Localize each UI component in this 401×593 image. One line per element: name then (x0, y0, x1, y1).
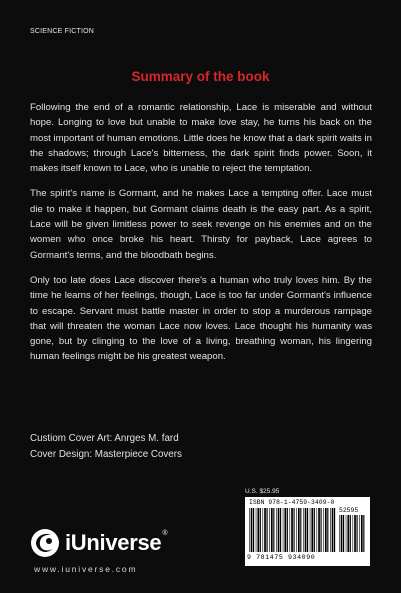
addon-digits: 52595 (339, 507, 359, 514)
barcode-bar (298, 508, 300, 552)
barcode (245, 497, 370, 566)
barcode-bar (251, 508, 253, 552)
barcode-bar (354, 515, 356, 552)
summary-paragraph-2: The spirit's name is Gormant, and he makes Lace a tempting offer. Lace must die to make it happen, but Gormant claims death is the easy part. As a spirit, Lace will be given limitless power to seek revenge on his enemies and on the women who once broke his heart. Thirsty for payback, Lace agrees to Gormant's terms, and the bloodbath begins. (30, 188, 372, 261)
barcode-bar (294, 508, 295, 552)
barcode-bar (283, 508, 284, 552)
barcode-bar (363, 515, 364, 552)
barcode-bar (280, 508, 281, 552)
barcode-bar (260, 508, 261, 552)
barcode-bar (256, 508, 257, 552)
barcode-bar (350, 515, 351, 552)
barcode-bar (305, 508, 307, 552)
barcode-bar (347, 515, 349, 552)
barcode-bar (327, 508, 328, 552)
barcode-bar (332, 508, 334, 552)
barcode-bar (318, 508, 320, 552)
barcode-bar (278, 508, 280, 552)
barcode-bar (257, 508, 259, 552)
barcode-block (245, 488, 370, 566)
barcode-bar (276, 508, 277, 552)
isbn-text: ISBN 978-1-4759-3409-0 (249, 499, 335, 506)
price-label: U.S. $25.95 (245, 488, 280, 495)
publisher-logo (30, 528, 167, 558)
barcode-bar (291, 508, 293, 552)
genre-label: SCIENCE FICTION (30, 28, 95, 35)
barcode-bar (271, 508, 273, 552)
barcode-bar (290, 508, 291, 552)
cover-art-credit: Custiom Cover Art: Anrges M. fard (30, 433, 179, 444)
barcode-bar (296, 508, 297, 552)
barcode-bar (267, 508, 268, 552)
barcode-bar (330, 508, 331, 552)
barcode-bar (264, 508, 266, 552)
barcode-bar (361, 515, 363, 552)
barcode-bar (310, 508, 311, 552)
credits (30, 431, 182, 463)
barcode-bar (287, 508, 288, 552)
summary-paragraph-1: Following the end of a romantic relationship, Lace is miserable and without hope. Longing to love but unable to make love stay, he turns his back on the most important of human emotions. Little does he know that a dark spirit waits in the shadows; through Lace's bitterness, the dark spirit finds power. Soon, it makes itself known to Lace, who is unable to reject the temptation. (30, 102, 372, 175)
barcode-bar (341, 515, 343, 552)
barcode-bar (359, 515, 360, 552)
barcode-bar (343, 515, 344, 552)
iuniverse-swirl-icon (30, 528, 60, 558)
barcode-bar (339, 515, 340, 552)
barcode-bar (249, 508, 250, 552)
book-summary (30, 100, 372, 375)
barcode-bar (357, 515, 358, 552)
barcode-bar (307, 508, 308, 552)
barcode-bar (284, 508, 286, 552)
barcode-bar (273, 508, 274, 552)
barcode-bar (334, 508, 335, 552)
barcode-bar (314, 508, 315, 552)
barcode-bar (317, 508, 318, 552)
barcode-bar (263, 508, 264, 552)
barcode-bar (353, 515, 354, 552)
barcode-bar (311, 508, 313, 552)
barcode-bar (300, 508, 301, 552)
barcode-bar (269, 508, 270, 552)
barcode-bar (325, 508, 327, 552)
publisher-website: www.iuniverse.com (34, 564, 138, 574)
barcode-bar (253, 508, 254, 552)
summary-title: Summary of the book (131, 69, 270, 84)
barcode-bar (323, 508, 324, 552)
addon-bars (339, 515, 366, 552)
barcode-bar (303, 508, 304, 552)
summary-paragraph-3: Only too late does Lace discover there's a human who truly loves him. By the time he learns of her feelings, though, Lace is too far under Gormant's influence to escape. Servant must battle master in order to stop a murderous rampage that will threaten the woman Lace now loves. Lace thought his humanity was gone, but by clinging to the love of a living, breathing woman, his lingering human feelings might be his greatest weapon. (30, 274, 372, 363)
publisher-name: iUniverse® (65, 530, 168, 555)
barcode-bar (321, 508, 322, 552)
cover-design-credit: Cover Design: Masterpiece Covers (30, 449, 182, 460)
ean-digits: 9 781475 934090 (247, 554, 316, 561)
ean-bars (249, 508, 337, 552)
barcode-bar (346, 515, 347, 552)
